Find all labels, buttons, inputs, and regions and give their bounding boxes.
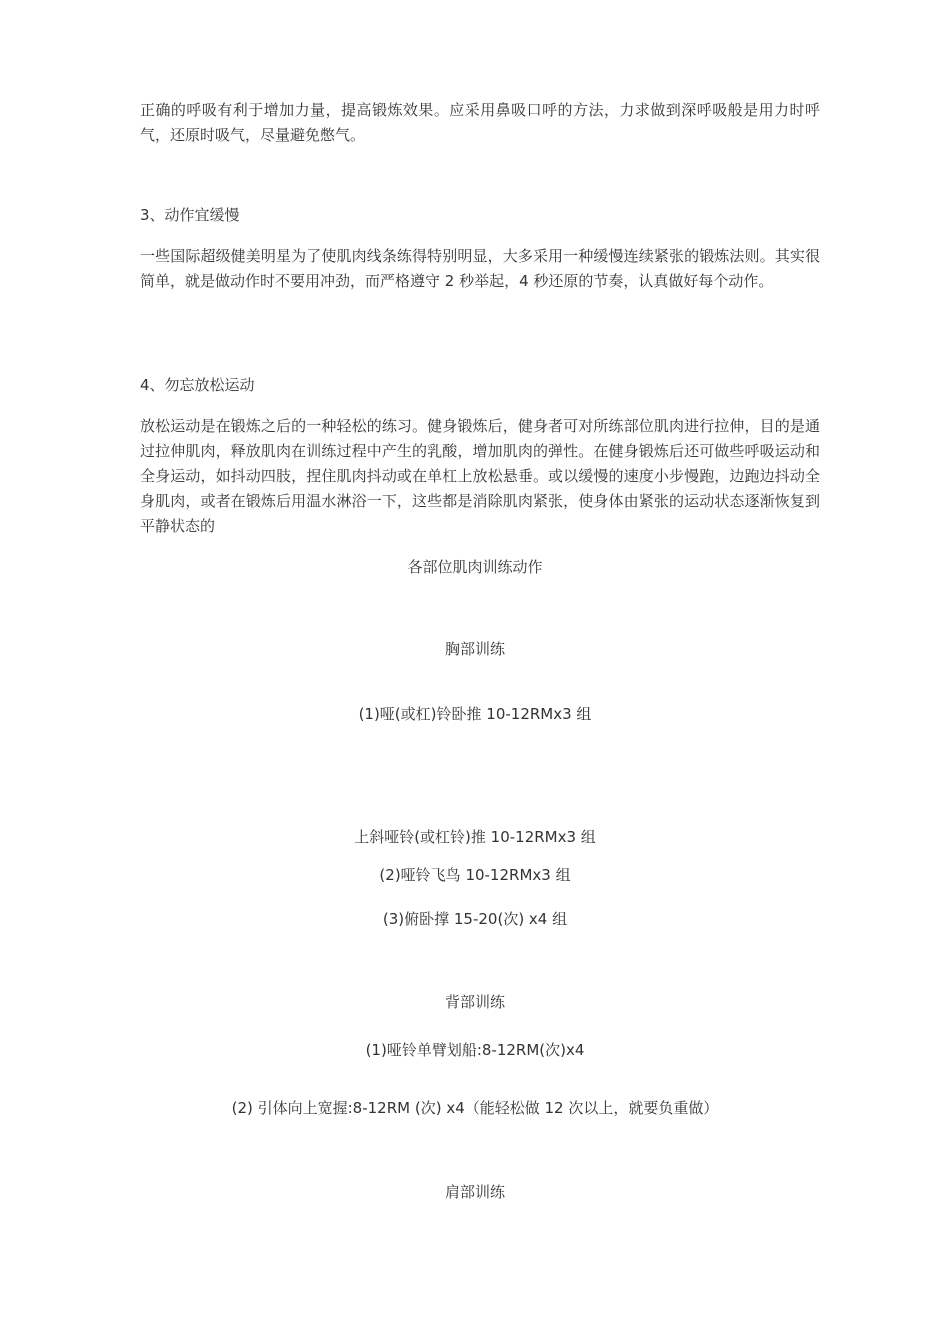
back-exercise-1: (1)哑铃单臂划船:8-12RM(次)x4 [365, 1041, 585, 1059]
section-title: 各部位肌肉训练动作 [407, 558, 543, 576]
relaxation-paragraph: 放松运动是在锻炼之后的一种轻松的练习。健身锻炼后，健身者可对所练部位肌肉进行拉伸，目的是通过拉伸肌肉，释放肌肉在训练过程中产生的乳酸，增加肌肉的弹性。在健身锻炼后还可做些呼吸运动和全身运动，如抖动四肢，捏住肌肉抖动或在单杠上放松悬垂。或以缓慢的速度小步慢跑，边跑边抖动全身肌肉，或者在锻炼后用温水淋浴一下，这些都是消除肌肉紧张，使身体由紧张的运动状态逐渐恢复到平静状态的 [140, 417, 820, 535]
chest-exercise-3: (3)俯卧撑 15-20(次) x4 组 [382, 910, 568, 928]
back-training-title: 背部训练 [444, 993, 505, 1011]
chest-exercise-2: (2)哑铃飞鸟 10-12RMx3 组 [379, 866, 571, 884]
chest-training-title: 胸部训练 [444, 640, 505, 658]
chest-exercise-incline: 上斜哑铃(或杠铃)推 10-12RMx3 组 [354, 828, 596, 846]
heading-relaxation: 4、勿忘放松运动 [140, 376, 255, 394]
shoulder-training-title: 肩部训练 [444, 1183, 505, 1201]
breathing-paragraph: 正确的呼吸有利于增加力量，提高锻炼效果。应采用鼻吸口呼的方法，力求做到深呼吸般是用力时呼气，还原时吸气，尽量避免憋气。 [140, 101, 820, 144]
chest-exercise-1: (1)哑(或杠)铃卧推 10-12RMx3 组 [358, 705, 592, 723]
back-exercise-2: (2) 引体向上宽握:8-12RM (次) x4（能轻松做 12 次以上，就要负重做） [231, 1099, 719, 1117]
slow-movement-paragraph: 一些国际超级健美明星为了使肌肉线条练得特别明显，大多采用一种缓慢连续紧张的锻炼法则。其实很简单，就是做动作时不要用冲劲，而严格遵守 2 秒举起，4 秒还原的节奏，认真做好每个动作。 [140, 247, 820, 290]
heading-slow-movement: 3、动作宜缓慢 [140, 206, 240, 224]
